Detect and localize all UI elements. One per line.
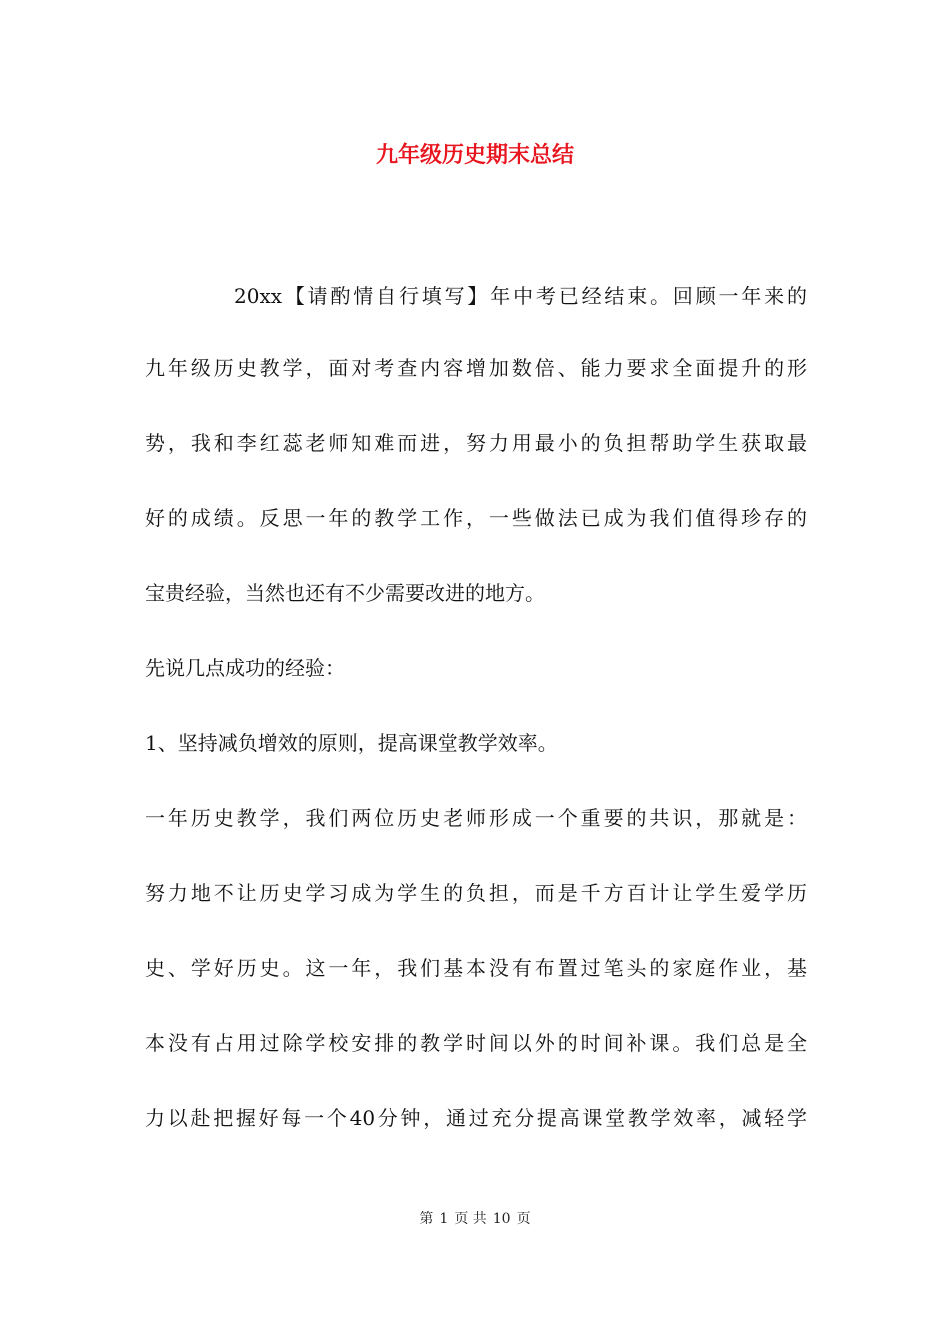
paragraph-line-7: 1、坚持减负增效的原则，提高课堂教学效率。: [145, 731, 558, 755]
paragraph-line-8: 一年历史教学，我们两位历史老师形成一个重要的共识，那就是：: [145, 806, 807, 830]
page-footer: [0, 1207, 950, 1231]
footer-prefix: 第: [419, 1211, 434, 1227]
paragraph-line-4: 好的成绩。反思一年的教学工作，一些做法已成为我们值得珍存的: [145, 506, 807, 530]
footer-total-pages: 10: [492, 1211, 511, 1227]
footer-suffix: 页: [516, 1211, 531, 1227]
footer-page-number: 1: [439, 1211, 449, 1227]
paragraph-line-3: 势，我和李红蕊老师知难而进，努力用最小的负担帮助学生获取最: [145, 431, 807, 455]
footer-middle: 页 共: [454, 1211, 487, 1227]
paragraph-line-1: 20xx【请酌情自行填写】年中考已经结束。回顾一年来的: [234, 284, 807, 308]
paragraph-line-6: 先说几点成功的经验：: [145, 656, 345, 680]
paragraph-line-11: 本没有占用过除学校安排的教学时间以外的时间补课。我们总是全: [145, 1031, 807, 1055]
paragraph-line-5: 宝贵经验，当然也还有不少需要改进的地方。: [145, 581, 545, 605]
paragraph-line-9: 努力地不让历史学习成为学生的负担，而是千方百计让学生爱学历: [145, 881, 807, 905]
paragraph-line-10: 史、学好历史。这一年，我们基本没有布置过笔头的家庭作业，基: [145, 956, 807, 980]
paragraph-line-12: 力以赴把握好每一个40分钟，通过充分提高课堂教学效率，减轻学: [145, 1106, 807, 1130]
paragraph-line-2: 九年级历史教学，面对考查内容增加数倍、能力要求全面提升的形: [145, 356, 807, 380]
document-title: 九年级历史期末总结: [375, 142, 574, 168]
